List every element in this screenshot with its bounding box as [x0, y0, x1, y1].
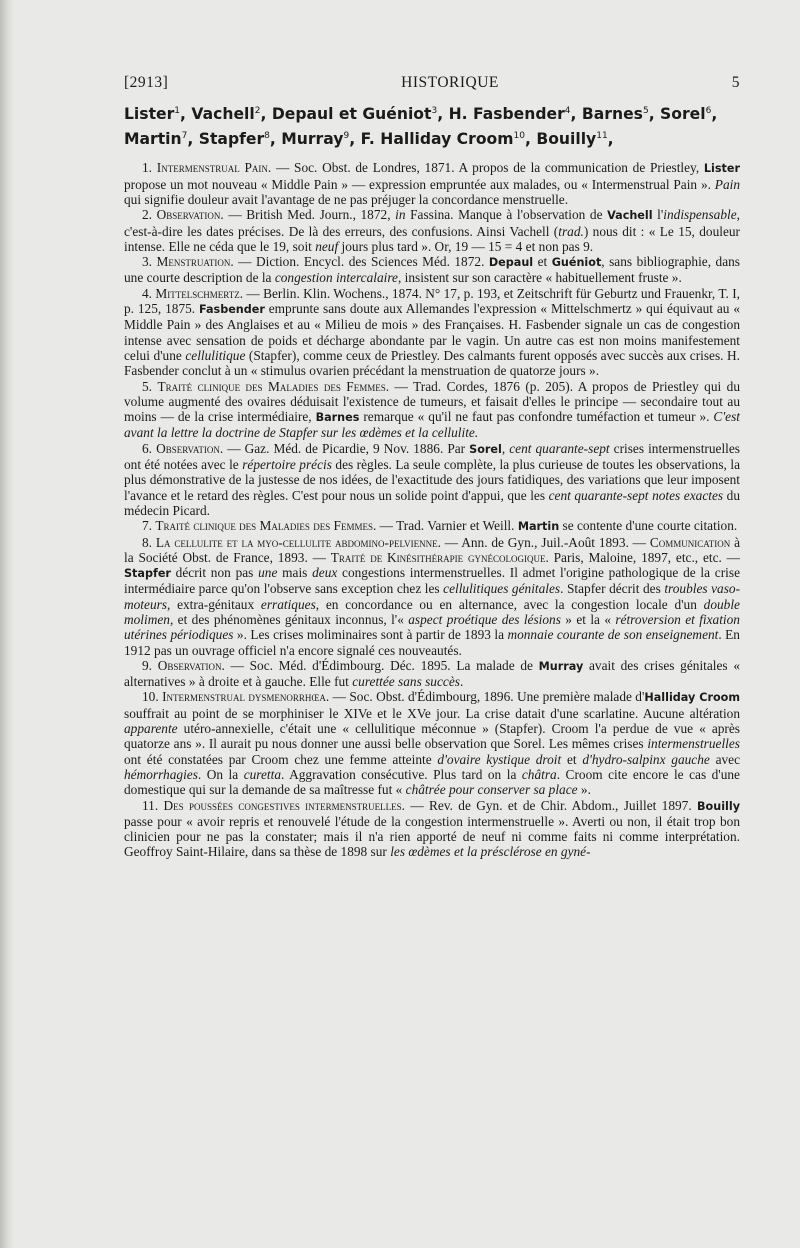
work-title: Des poussées congestives intermenstruelles.: [163, 797, 406, 813]
text-run: et: [533, 254, 552, 270]
text-run: châtra: [521, 766, 557, 782]
text-run: cellulitique: [185, 347, 246, 363]
footnote-number: 8.: [142, 534, 153, 550]
text-run: . En 1912 pas un ouvrage officiel n'a encore signalé ces nouveautés.: [124, 627, 740, 658]
text-run: erratiques: [260, 596, 316, 612]
author-name: Depaul et Guéniot: [271, 105, 432, 124]
text-run: apparente: [124, 721, 178, 737]
running-title: HISTORIQUE: [401, 74, 499, 91]
footnote: [124, 254, 740, 286]
text-run: rétroversion et fixation utérines périodiques: [124, 611, 740, 643]
footnote: [124, 160, 740, 207]
text-run: propose un mot nouveau « Middle Pain » — expression empruntée aux malades, ou « Intermenstrual Pain ».: [124, 176, 715, 192]
text-run: . Stapfer décrit des: [560, 581, 665, 597]
page: [124, 74, 740, 860]
text-run: — Rev. de Gyn. et de Chir. Abdom., Juillet 1897.: [405, 797, 698, 813]
text-run: intermenstruelles: [647, 736, 740, 752]
text-run: — Berlin. Klin. Wochens., 1874. N° 17, p. 193, et Zeitschrift für Geburtz und Frauenkr, T. I, p. 125, 1875.: [124, 285, 740, 317]
text-run: et: [561, 751, 583, 767]
text-run: emprunte sans doute aux Allemandes l'expression « Mittelschmertz » qui équivaut au « Middle Pain » des Anglaises et au « Milieu de mois » des Françaises. H. Fasbender signale un cas de congestion intense avec sensation de poids et décharge abondante par le vagin. Un autre cas est non moins manifestement celui d'une: [124, 301, 741, 363]
book-spine-shadow: [0, 0, 14, 1248]
footnote-ref: 6: [705, 106, 712, 116]
author-name: Bouilly: [536, 130, 597, 149]
footnote-number: 9.: [142, 657, 153, 673]
work-title: Traité clinique des Maladies des Femmes.: [157, 378, 390, 394]
work-title: Traité clinique des Maladies des Femmes.: [155, 518, 377, 534]
author-name: Sorel: [660, 105, 706, 124]
text-run: Pain: [714, 176, 740, 192]
text-run: . On la: [197, 766, 244, 782]
work-title: Intermenstrual Pain.: [156, 160, 272, 176]
text-run: les œdèmes et la présclérose en gyné-: [390, 844, 591, 860]
author-name: Barnes: [581, 105, 643, 124]
footnote-ref: 4: [564, 106, 571, 116]
footnote: [124, 441, 740, 518]
footnotes: [124, 160, 740, 859]
text-run: congestions intermenstruelles. Il admet l'origine pathologique de la crise intermédiaire parce qu'on l'observe sans exception chez les: [124, 565, 740, 597]
text-run: à la Société Obst. de France, 1893. —: [124, 534, 740, 565]
footnote-number: 3.: [142, 254, 153, 270]
text-run: congestion intercalaire: [274, 270, 398, 286]
author-mention: Sorel: [469, 442, 502, 456]
text-run: avec: [709, 751, 741, 767]
footnote-number: 6.: [142, 440, 153, 456]
work-title: Observation.: [157, 657, 225, 673]
text-run: , extra-génitaux: [167, 596, 261, 612]
author-mention: Guéniot: [551, 256, 602, 270]
footnote-ref: 9: [343, 131, 350, 142]
footnote: [124, 798, 740, 860]
text-run: cellulitiques génitales: [443, 581, 561, 597]
footnote: [124, 207, 740, 254]
author-mention: Halliday Croom: [644, 691, 740, 705]
text-run: des règles. La seule complète, la plus curieuse de toutes les observations, la plus démonstrative de la justesse de nos idées, de l'exactitude des jours fatidiques, des variations que leur imposent l'avance et le retard des règles. C'est pour nous un solide point d'appui, que les: [124, 457, 740, 503]
text-run: (Stapfer), comme ceux de Priestley. Des calmants furent opposés avec succès aux crises. H. Fasbender conclut à un « stimulus ovarien précédant la menstruation de quatorze jours ».: [124, 347, 740, 379]
text-run: qui signifie douleur avait l'avantage de ne pas préjuger la concordance menstruelle.: [124, 191, 569, 207]
text-run: châtrée pour conserver sa place: [405, 782, 578, 798]
text-run: d'hydro-salpinx gauche: [582, 751, 710, 767]
text-run: trad.: [558, 223, 584, 239]
text-run: crises intermenstruelles ont été notées avec le: [124, 440, 740, 473]
footnote-number: 11.: [142, 797, 159, 813]
author-name: Lister: [124, 105, 175, 124]
text-run: deux: [312, 565, 338, 581]
footnote-ref: 5: [642, 106, 649, 116]
text-run: répertoire précis: [242, 457, 332, 473]
text-run: utéro-annexielle, c'était une « cellulitique méconnue » (Stapfer). Croom l'a perdue de vue « après quatorze ans ». Il aurait pu nous donner une aussi belle observation que Sorel. Les mêmes crises: [124, 721, 740, 752]
footnote-number: 4.: [142, 285, 153, 301]
author-mention: Martin: [517, 520, 560, 534]
page-reference: [2913]: [124, 74, 169, 91]
text-run: une: [258, 565, 278, 581]
text-run: — Ann. de Gyn., Juil.-Août 1893. —: [440, 534, 650, 550]
text-run: monnaie courante de son enseignement: [507, 627, 719, 643]
text-run: C'est avant la lettre la doctrine de Stapfer sur les œdèmes et la cellulite.: [124, 409, 740, 441]
text-run: , et des phénomènes génitaux inconnus, l'«: [169, 611, 409, 627]
footnote-ref: 10: [513, 131, 525, 142]
text-run: neuf: [315, 238, 339, 254]
text-run: souffrait au point de se morphiniser le XIVe et le XVe jour. La crise datait d'une scarlatine. Aucune altération: [124, 705, 740, 721]
footnote-ref: 8: [264, 131, 270, 142]
author-name: Martin: [124, 130, 182, 149]
text-run: curettée sans succès: [352, 674, 460, 690]
text-run: passe pour « avoir repris et renouvelé l'étude de la congestion intermenstruelle ». Averti ou non, il était trop bon clinicien pour ne pas la constater; mais il n'a rien apporté de neuf ni comme faits ni comme interprétation. Geoffroy Saint-Hilaire, dans sa thèse de 1898 sur: [124, 813, 740, 860]
text-run: ».: [577, 782, 591, 798]
text-run: , en concordance ou en alternance, avec la congestion locale d'un: [315, 596, 704, 612]
text-run: ,: [501, 440, 510, 456]
text-run: avait des crises génitales « alternatives » à droite et à gauche. Elle fut: [124, 657, 740, 690]
footnote: [124, 379, 740, 441]
footnote: [124, 535, 740, 658]
text-run: remarque « qu'il ne faut pas confondre tuméfaction et tumeur ».: [359, 409, 714, 425]
footnote-number: 2.: [142, 207, 153, 223]
text-run: — Soc. Méd. d'Édimbourg. Déc. 1895. La malade de: [224, 657, 539, 673]
text-run: curetta: [243, 766, 281, 782]
work-title: La cellulite et la myo-cellulite abdomino-pelvienne.: [155, 534, 441, 550]
author-mention: Barnes: [315, 411, 360, 425]
author-mention: Murray: [538, 659, 584, 673]
text-run: , insistent sur son caractère « habituellement fruste ».: [397, 270, 682, 286]
text-run: . Aggravation consécutive. Plus tard on la: [281, 766, 522, 782]
author-mention: Vachell: [607, 209, 653, 223]
text-run: se contente d'une courte citation.: [559, 518, 738, 534]
author-name: F. Halliday Croom: [360, 130, 514, 149]
work-title: Mittelschmertz.: [155, 285, 244, 301]
text-run: ) nous dit : « Le 15, douleur intense. Elle ne céda que le 19, soit: [124, 223, 741, 254]
text-run: hémorrhagies: [124, 766, 198, 782]
author-mention: Bouilly: [697, 799, 740, 813]
footnote-number: 10.: [142, 689, 159, 705]
text-run: in: [395, 207, 406, 223]
text-run: Fassina. Manque à l'observation de: [405, 207, 608, 223]
author-name: Stapfer: [198, 130, 265, 149]
footnote-ref: 7: [181, 131, 188, 142]
footnote: [124, 286, 740, 379]
text-run: — Trad. Varnier et Weill.: [376, 518, 518, 534]
footnote: [124, 518, 740, 534]
text-run: ». Les crises moliminaires sont à partir de 1893 la: [233, 627, 508, 643]
footnote: [124, 689, 740, 797]
author-name: Vachell: [191, 105, 255, 124]
footnote-ref: 1: [174, 106, 181, 116]
text-run: . Croom cite encore le cas d'une domestique qui sur la demande de sa maîtresse fut «: [124, 766, 740, 798]
text-run: — Trad. Cordes, 1876 (p. 205). A propos de Priestley qui du volume augmenté des ovaires déduisait l'existence de tumeurs, et faisait d'elles le principe — secondaire tout au moins — de la crise intermédiaire,: [124, 378, 740, 425]
author-mention: Lister: [703, 162, 740, 176]
text-run: troubles vaso-moteurs: [124, 581, 741, 612]
running-header: [124, 74, 740, 92]
page-number: 5: [731, 74, 740, 91]
work-title: Observation.: [156, 207, 224, 223]
text-run: cent quarante-sept: [509, 440, 610, 456]
work-title: Observation.: [156, 440, 224, 456]
text-run: » et la «: [560, 611, 616, 627]
text-run: , c'est-à-dire les dates précises. De là des erreurs, des confusions. Ainsi Vachell (: [124, 207, 740, 239]
author-mention: Stapfer: [124, 567, 171, 581]
text-run: double molimen: [124, 596, 740, 627]
footnote-number: 5.: [142, 378, 153, 394]
work-title: Intermenstrual dysmenorrhœa.: [162, 689, 330, 705]
text-run: jours plus tard ». Or, 19 — 15 = 4 et non pas 9.: [338, 238, 594, 254]
text-run: — Diction. Encycl. des Sciences Méd. 1872.: [233, 254, 489, 270]
footnote-ref: 3: [431, 106, 438, 116]
text-run: Paris, Maloine, 1897, etc., etc. —: [548, 549, 741, 565]
text-run: ont été constatées par Croom chez une femme atteinte: [124, 751, 438, 767]
text-run: indispensable: [663, 207, 737, 223]
author-name: Murray: [281, 130, 344, 149]
author-names-line: Lister$^1$, Vachell$^2$, Depaul et Guéniot$^3$, H. Fasbender$^4$, Barnes$^5$, Sorel$^6$, Martin$^7$, Stapfer$^8$, Murray$^9$, F. Halliday Croom$^{10}$, Bouilly$^{11}$,: [124, 105, 718, 149]
text-run: du médecin Picard.: [124, 487, 740, 518]
author-mention: Fasbender: [199, 303, 265, 317]
text-run: aspect proétique des lésions: [408, 611, 561, 627]
work-title: Communication: [649, 534, 731, 550]
work-title: Traité de Kinésithérapie gynécologique.: [330, 549, 549, 565]
footnote: [124, 658, 740, 690]
text-run: — Soc. Obst. d'Édimbourg, 1896. Une première malade d': [329, 689, 645, 705]
text-run: , sans bibliographie, dans une courte description de la: [124, 254, 740, 286]
footnote-number: 7.: [142, 518, 153, 534]
footnote-ref: 2: [254, 106, 261, 116]
text-run: d'ovaire kystique droit: [437, 751, 562, 767]
author-mention: Depaul: [488, 256, 534, 270]
footnote-number: 1.: [142, 160, 153, 176]
text-run: — British Med. Journ., 1872,: [223, 207, 396, 223]
footnote-ref: 11: [596, 131, 608, 142]
text-run: — Gaz. Méd. de Picardie, 9 Nov. 1886. Par: [223, 440, 470, 456]
text-run: cent quarante-sept notes exactes: [548, 487, 724, 503]
work-title: Menstruation.: [156, 254, 234, 270]
author-name: H. Fasbender: [448, 105, 565, 124]
text-run: l': [652, 207, 664, 223]
text-run: .: [459, 674, 464, 690]
text-run: — Soc. Obst. de Londres, 1871. A propos de la communication de Priestley,: [271, 160, 704, 176]
text-run: mais: [277, 565, 313, 581]
text-run: décrit non pas: [170, 565, 259, 581]
